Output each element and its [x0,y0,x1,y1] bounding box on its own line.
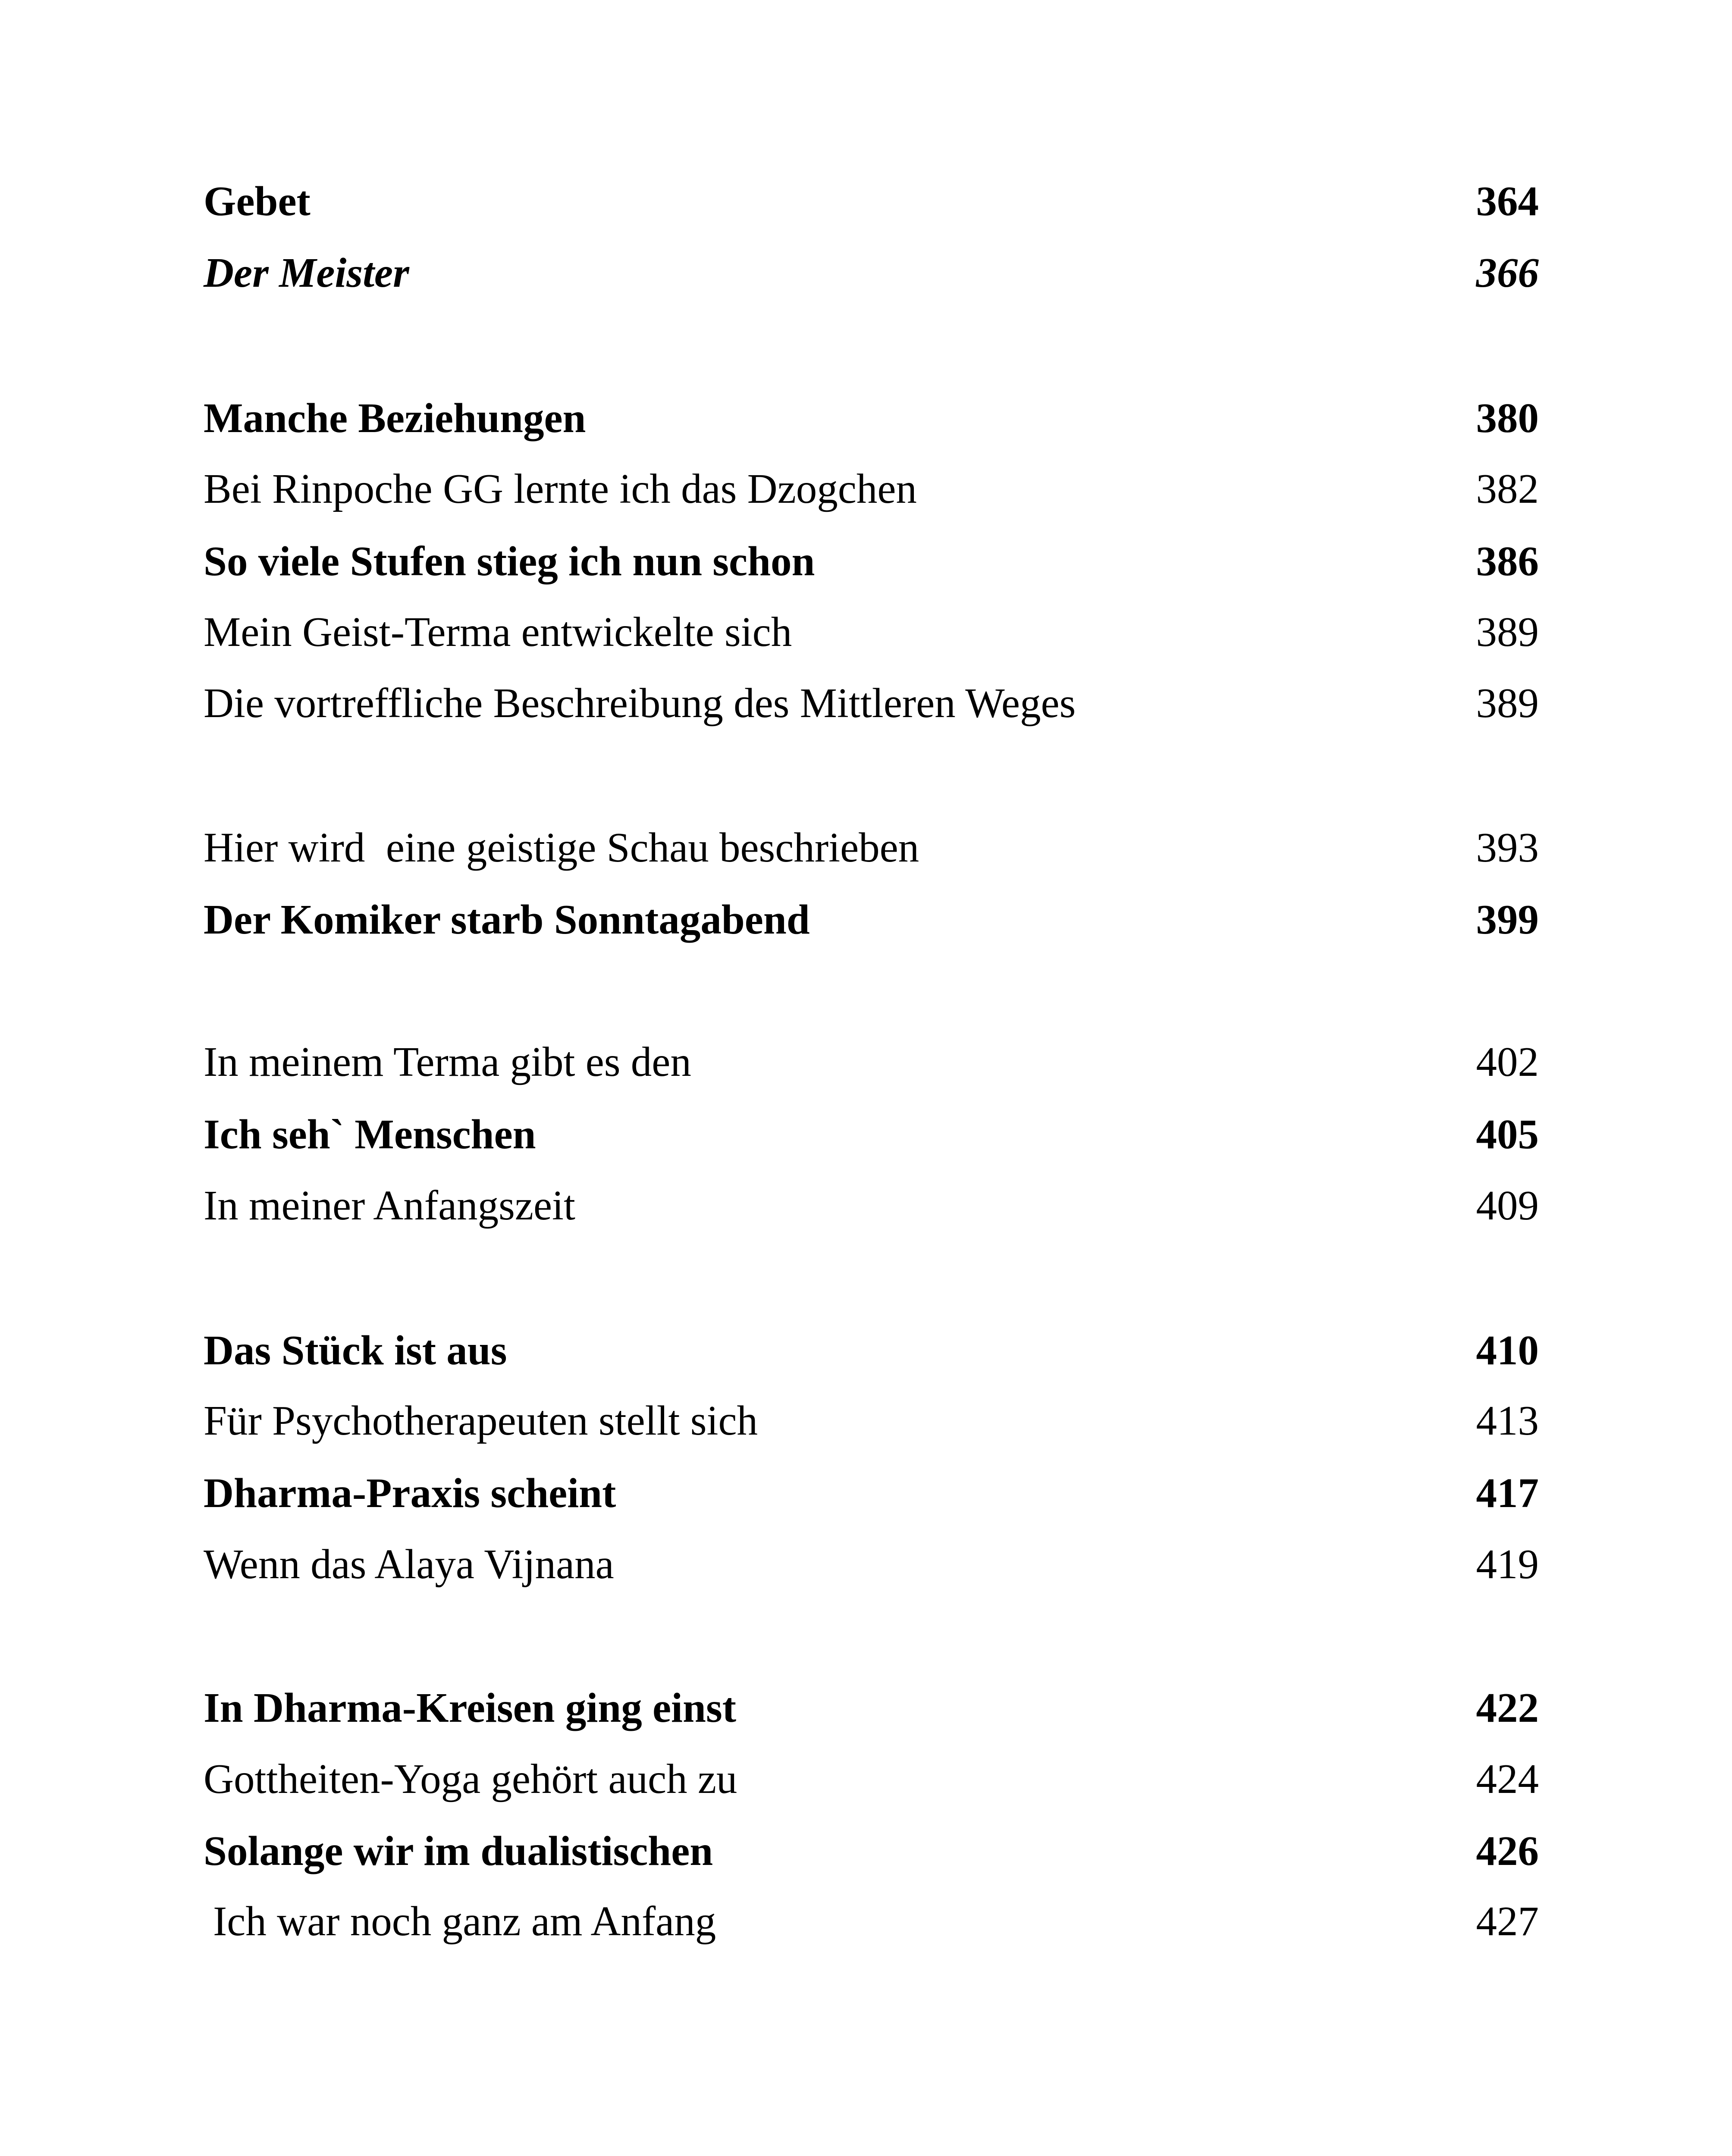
toc-entry-page: 389 [1476,609,1539,655]
toc-entry-dharma-kreisen[interactable] [204,1676,1539,1740]
toc-entry-dualistischen[interactable] [204,1819,1539,1883]
toc-entry-page: 417 [1476,1470,1539,1516]
toc-entry-gottheiten-yoga[interactable] [204,1747,1539,1811]
toc-entry-page: 399 [1476,896,1539,943]
toc-entry-page: 364 [1476,178,1539,224]
toc-entry-page: 427 [1476,1898,1539,1944]
toc-entry-title: Ich war noch ganz am Anfang [213,1898,716,1944]
toc-entry-title: Manche Beziehungen [204,395,586,441]
toc-entry-geistige-schau[interactable] [204,815,1539,880]
toc-entry-title: Mein Geist-Terma entwickelte sich [204,609,792,655]
toc-entry-ich-seh-menschen[interactable] [204,1102,1539,1167]
toc-entry-page: 389 [1476,680,1539,726]
toc-entry-mittleren-weges[interactable] [204,671,1539,736]
toc-entry-page: 366 [1476,250,1539,296]
toc-entry-mein-geist-terma[interactable] [204,600,1539,664]
toc-entry-title: Gebet [204,178,311,224]
toc-entry-page: 410 [1476,1327,1539,1373]
toc-entry-page: 419 [1476,1541,1539,1587]
toc-entry-page: 382 [1476,466,1539,512]
toc-entry-title: Gottheiten-Yoga gehört auch zu [204,1756,737,1802]
toc-entry-title: In meinem Terma gibt es den [204,1039,691,1085]
toc-entry-page: 426 [1476,1828,1539,1874]
toc-entry-anfangszeit[interactable] [204,1173,1539,1238]
toc-entry-page: 409 [1476,1182,1539,1228]
toc-entry-alaya-vijnana[interactable] [204,1532,1539,1597]
toc-entry-page: 380 [1476,395,1539,441]
toc-entry-title: Wenn das Alaya Vijnana [204,1541,614,1587]
toc-entry-stueck-ist-aus[interactable] [204,1318,1539,1383]
toc-entry-dharma-praxis[interactable] [204,1461,1539,1526]
toc-entry-der-meister[interactable] [204,241,1539,305]
toc-entry-title: Die vortreffliche Beschreibung des Mittleren Weges [204,680,1076,726]
toc-entry-ganz-am-anfang[interactable] [204,1889,1539,1954]
toc-entry-page: 405 [1476,1111,1539,1157]
toc-entry-page: 386 [1476,538,1539,584]
toc-entry-psychotherapeuten[interactable] [204,1388,1539,1453]
toc-entry-so-viele-stufen[interactable] [204,529,1539,594]
toc-entry-title: In meiner Anfangszeit [204,1182,575,1228]
toc-entry-title: Der Komiker starb Sonntagabend [204,896,810,943]
toc-entry-title: Das Stück ist aus [204,1327,507,1373]
toc-entry-bei-rinpoche[interactable] [204,457,1539,521]
toc-entry-title: Solange wir im dualistischen [204,1828,713,1874]
toc-entry-title: Der Meister [204,250,409,296]
toc-entry-title: Für Psychotherapeuten stellt sich [204,1398,758,1444]
toc-entry-title: In Dharma-Kreisen ging einst [204,1685,736,1731]
toc-entry-page: 424 [1476,1756,1539,1802]
toc-entry-title: Bei Rinpoche GG lernte ich das Dzogchen [204,466,917,512]
toc-entry-gebet[interactable] [204,169,1539,234]
toc-entry-komiker[interactable] [204,887,1539,952]
toc-entry-title: Dharma-Praxis scheint [204,1470,616,1516]
toc-entry-page: 393 [1476,824,1539,871]
toc-entry-page: 413 [1476,1398,1539,1444]
toc-entry-page: 422 [1476,1685,1539,1731]
toc-entry-terma-gibt-es[interactable] [204,1030,1539,1094]
toc-entry-title: Ich seh` Menschen [204,1111,536,1157]
toc-entry-title: So viele Stufen stieg ich nun schon [204,538,815,584]
toc-entry-page: 402 [1476,1039,1539,1085]
toc-entry-manche-beziehungen[interactable] [204,386,1539,451]
toc-entry-title: Hier wird eine geistige Schau beschrieben [204,824,919,871]
